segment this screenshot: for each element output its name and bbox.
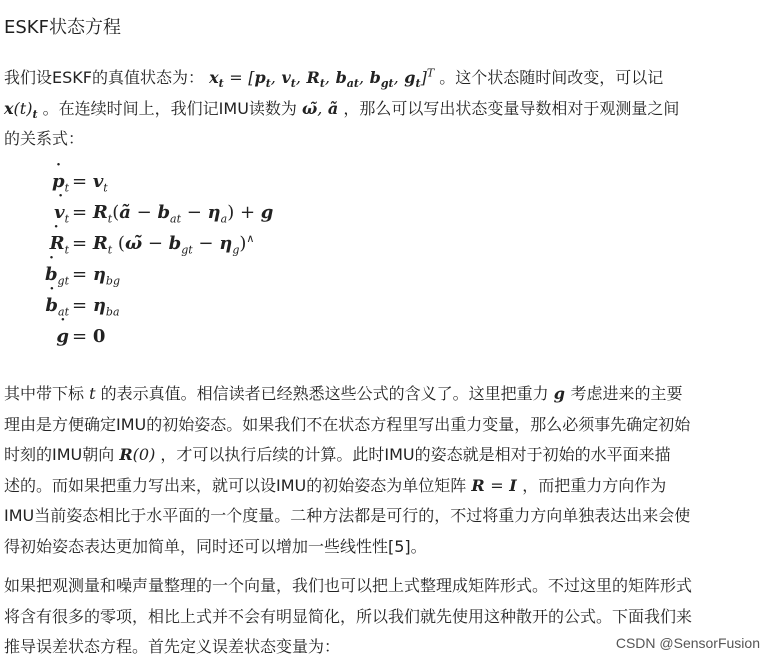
equation-row-position: ˙ $p_t$ = $v_t$ <box>9 171 309 202</box>
p1-line-2 <box>4 94 766 125</box>
p3-line-3: 推导误差状态方程。首先定义误差状态变量为： <box>4 637 341 656</box>
equation-row-velocity: ˙ $v_t$ = $R_t(ã - b_{at} - \eta_a) + g$ <box>9 202 309 233</box>
subscript-t-math: t <box>89 384 101 403</box>
equation-row-gravity: ˙ g = 0 <box>9 326 309 357</box>
paragraph-state-definition <box>4 63 766 155</box>
p1-text-c: 。在连续时间上，我们记IMU读数为 <box>42 98 297 118</box>
p2-text-a: 其中带下标 <box>4 384 85 403</box>
p2-line-1 <box>4 379 766 410</box>
state-time-math: $x(t)_t$ <box>4 98 38 121</box>
p2-line-4 <box>4 471 766 502</box>
imu-reading-math: ω̃, ã <box>302 98 339 118</box>
equation-row-rotation: ˙ $R_t$ = $R_t$ (ω̃ − $b_{gt} - \eta_g)^\wedge$ <box>9 233 309 264</box>
p2-text-g: ，而把重力方向作为 <box>522 475 667 495</box>
p1-line-3: 的关系式： <box>4 129 85 148</box>
equation-row-gyro-bias: ˙ $b_{gt}$ = $\eta_{bg}$ <box>9 264 309 295</box>
p2-text-c: 考虑进来的主要 <box>570 384 683 403</box>
true-state-vector-math: $x_t = [p_t$, $v_t$, $R_t$, $b_{at}$, $b_{gt}$, $g_t]^T$ <box>209 66 435 91</box>
p3-line-2: 将含有很多的零项，相比上式并不会有明显简化，所以我们就先使用这种散开的公式。下面我们来 <box>4 606 693 626</box>
p1-line-1 <box>4 63 766 94</box>
gravity-symbol-math: g <box>553 384 571 403</box>
p2-text-d: 时刻的IMU朝向 <box>4 445 115 464</box>
paragraph-gravity-explanation <box>4 379 766 562</box>
p2-text-b: 的表示真值。相信读者已经熟悉这些公式的含义了。这里把重力 <box>100 384 549 403</box>
section-heading: ESKF状态方程 <box>4 17 121 38</box>
p1-text-b: 。这个状态随时间改变，可以记 <box>439 68 664 87</box>
p2-line-6: 得初始姿态表达更加简单，同时还可以增加一些线性性[5]。 <box>4 536 427 556</box>
p2-line-3 <box>4 440 766 471</box>
p1-text-a: 我们设ESKF的真值状态为： <box>4 68 204 87</box>
csdn-watermark: CSDN @SensorFusion <box>615 635 760 651</box>
p2-text-e: ，才可以执行后续的计算。此时IMU的姿态就是相对于初始的水平面来描 <box>160 445 671 464</box>
p2-line-5: IMU当前姿态相比于水平面的一个度量。二种方法都是可行的，不过将重力方向单独表达出来会使 <box>4 506 691 525</box>
equation-row-accel-bias: ˙ $b_{at}$ = $\eta_{ba}$ <box>9 295 309 326</box>
p2-text-f: 述的。而如果把重力写出来，就可以设IMU的初始姿态为单位矩阵 <box>4 475 467 495</box>
p1-text-d: ，那么可以写出状态变量导数相对于观测量之间 <box>343 98 680 118</box>
state-equations <box>9 171 309 357</box>
initial-rotation-math: R(0) <box>119 445 156 464</box>
identity-matrix-math: R = I <box>471 475 523 495</box>
p2-line-2: 理由是方便确定IMU的初始姿态。如果我们不在状态方程里写出重力变量，那么必须事先确定初始 <box>4 414 691 434</box>
p3-line-1: 如果把观测量和噪声量整理的一个向量，我们也可以把上式整理成矩阵形式。不过这里的矩阵形式 <box>4 576 693 595</box>
